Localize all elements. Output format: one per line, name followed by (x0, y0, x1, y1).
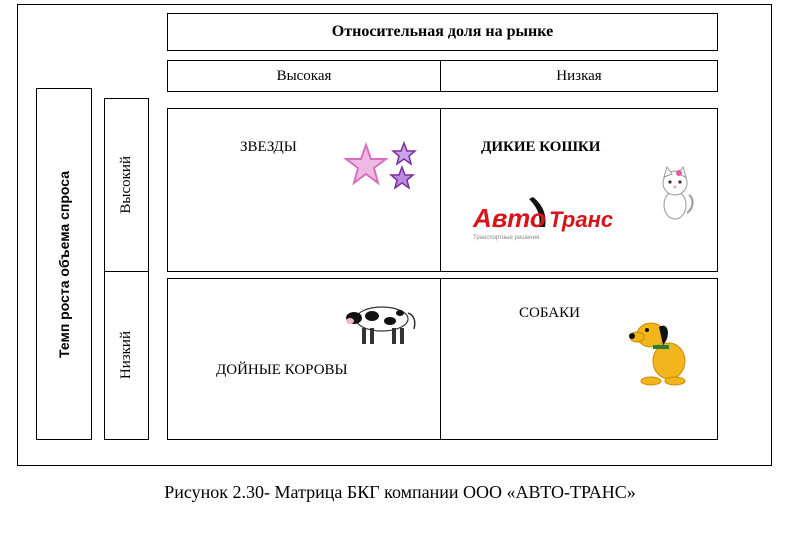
row-low-label: Низкий (118, 331, 134, 380)
wild-cats-label: ДИКИЕ КОШКИ (481, 139, 601, 155)
cash-cows-label: ДОЙНЫЕ КОРОВЫ (216, 362, 348, 378)
logo-text-right: Транс (549, 207, 614, 232)
cow-icon (344, 301, 420, 347)
market-share-header: Относительная доля на рынке (167, 13, 718, 51)
stars-label: ЗВЕЗДЫ (240, 139, 297, 155)
cat-icon (655, 167, 695, 221)
row-low (104, 271, 149, 440)
auto-trans-logo (471, 197, 621, 241)
column-high: Высокая (167, 60, 441, 92)
logo-text-left: Авто (473, 203, 546, 233)
quadrant-stars (167, 108, 441, 272)
column-low: Низкая (440, 60, 718, 92)
quadrant-dogs (440, 278, 718, 440)
quadrant-cash-cows (167, 278, 441, 440)
row-high-label: Высокий (118, 156, 134, 214)
figure-caption: Рисунок 2.30- Матрица БКГ компании ООО «АВТО-ТРАНС» (164, 482, 636, 502)
dogs-label: СОБАКИ (519, 305, 580, 321)
quadrant-wild-cats (440, 108, 718, 272)
row-high (104, 98, 149, 272)
growth-axis-label: Темп роста объема спроса (56, 170, 72, 358)
growth-axis (36, 88, 92, 440)
logo-tagline: Транспортные решения (473, 235, 540, 241)
dog-icon (629, 315, 695, 387)
stars-icon (344, 139, 424, 199)
